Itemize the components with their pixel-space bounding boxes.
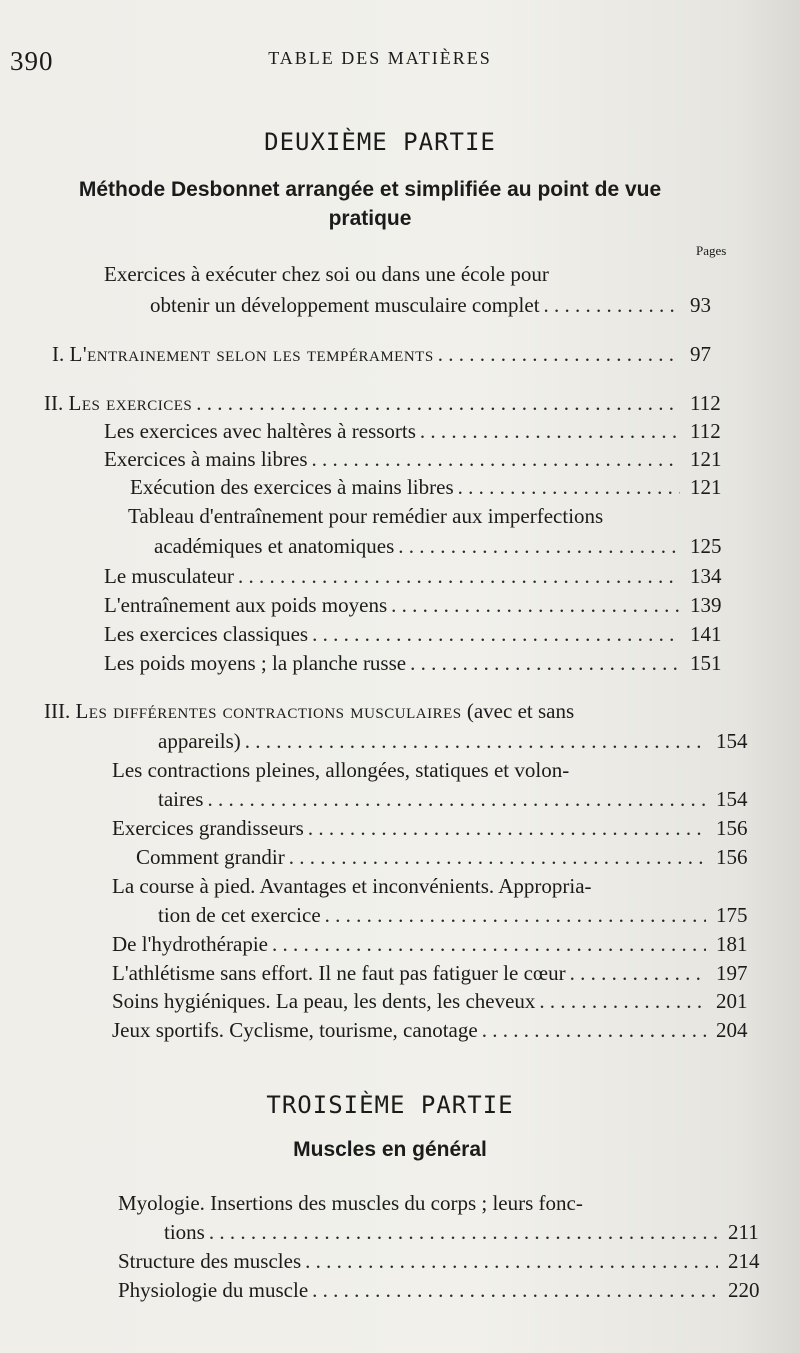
leader-dots	[540, 291, 680, 319]
toc-entry-line1: Myologie. Insertions des muscles du corps ; leurs fonc-	[118, 1191, 583, 1215]
toc-page-number: 151	[690, 651, 722, 675]
toc-entry	[154, 532, 722, 560]
leader-dots	[566, 959, 706, 987]
toc-entry-text: Les exercices avec haltères à ressorts	[104, 419, 416, 443]
leader-dots	[285, 843, 706, 871]
toc-page-number: 139	[690, 593, 722, 617]
part-two-subtitle-line1: Méthode Desbonnet arrangée et simplifiée au point de vue	[78, 178, 662, 201]
leader-dots	[304, 814, 706, 842]
toc-entry-text: Exécution des exercices à mains libres	[130, 475, 454, 499]
leader-dots	[321, 901, 706, 929]
toc-entry-text: taires	[158, 787, 204, 811]
toc-entry	[130, 473, 722, 501]
toc-entry-text: obtenir un développement musculaire complet	[150, 293, 540, 317]
toc-section-3-line1	[44, 697, 574, 725]
toc-page-number: 211	[728, 1220, 759, 1244]
toc-entry-text: Le musculateur	[104, 564, 235, 588]
toc-entry-text: tion de cet exercice	[158, 903, 321, 927]
toc-entry-text: tions	[164, 1220, 205, 1244]
toc-entry-text: Exercices grandisseurs	[112, 816, 304, 840]
leader-dots	[205, 1218, 718, 1246]
toc-entry-text: Comment grandir	[136, 845, 285, 869]
part-three-title: TROISIÈME PARTIE	[266, 1091, 514, 1119]
toc-entry	[136, 843, 748, 871]
leader-dots	[241, 727, 706, 755]
toc-entry-text: De l'hydrothérapie	[112, 932, 268, 956]
page-number: 390	[10, 46, 54, 76]
toc-entry	[118, 1276, 760, 1304]
toc-page-number: 112	[690, 391, 721, 415]
section-title: L'entrainement selon les tempéraments	[69, 342, 434, 366]
toc-page-number: 201	[716, 989, 748, 1013]
leader-dots	[268, 930, 706, 958]
toc-entry	[104, 417, 721, 445]
leader-dots	[478, 1016, 706, 1044]
section-title: Les exercices	[68, 391, 193, 415]
toc-page-number: 197	[716, 961, 748, 985]
leader-dots	[308, 620, 680, 648]
toc-page-number: 125	[690, 534, 722, 558]
toc-entry-text: Les poids moyens ; la planche russe	[104, 651, 407, 675]
part-three-subtitle: Muscles en général	[293, 1138, 487, 1161]
toc-entry-text: Structure des muscles	[118, 1249, 302, 1273]
toc-entry-line1: La course à pied. Avantages et inconvénients. Appropria-	[112, 874, 592, 898]
toc-page-number: 93	[690, 293, 711, 317]
section-title-rest: (avec et sans	[461, 699, 575, 723]
leader-dots	[192, 389, 680, 417]
toc-entry-text: Soins hygiéniques. La peau, les dents, les cheveux	[112, 989, 536, 1013]
leader-dots	[434, 340, 680, 368]
toc-entry	[104, 591, 722, 619]
section-numeral: II.	[44, 391, 64, 415]
leader-dots	[406, 649, 680, 677]
leader-dots	[203, 785, 706, 813]
toc-entry	[164, 1218, 759, 1246]
toc-page-number: 154	[716, 729, 748, 753]
running-head: TABLE DES MATIÈRES	[268, 48, 492, 68]
toc-page-number: 156	[716, 816, 748, 840]
toc-page-number: 121	[690, 475, 722, 499]
section-numeral: I.	[52, 342, 65, 366]
toc-entry	[112, 814, 748, 842]
toc-page-number: 154	[716, 787, 748, 811]
toc-page-number: 175	[716, 903, 748, 927]
leader-dots	[301, 1247, 718, 1275]
toc-entry-text: appareils)	[158, 729, 241, 753]
toc-page-number: 220	[728, 1278, 760, 1302]
toc-entry-intro	[150, 291, 711, 319]
section-numeral: III.	[44, 699, 71, 723]
leader-dots	[416, 417, 680, 445]
toc-entry	[158, 901, 748, 929]
toc-page-number: 141	[690, 622, 722, 646]
toc-entry-text: académiques et anatomiques	[154, 534, 395, 558]
toc-page-number: 181	[716, 932, 748, 956]
toc-entry-text: Les exercices classiques	[104, 622, 309, 646]
toc-entry-line1: Les contractions pleines, allongées, statiques et volon-	[112, 758, 570, 782]
toc-page-number: 97	[690, 342, 711, 366]
toc-entry	[112, 930, 748, 958]
toc-section-2	[44, 389, 721, 417]
leader-dots	[387, 591, 680, 619]
toc-entry	[118, 1247, 760, 1275]
toc-section-1	[52, 340, 711, 368]
toc-page-number: 112	[690, 419, 721, 443]
toc-page-number: 204	[716, 1018, 748, 1042]
part-two-subtitle-line2: pratique	[328, 207, 412, 230]
toc-entry	[104, 649, 722, 677]
toc-page-number: 134	[690, 564, 722, 588]
toc-page-number: 121	[690, 447, 722, 471]
toc-entry-text: Exercices à mains libres	[104, 447, 308, 471]
leader-dots	[234, 562, 680, 590]
toc-entry	[104, 562, 722, 590]
toc-entry-line1: Tableau d'entraînement pour remédier aux imperfections	[128, 504, 604, 528]
toc-entry	[112, 959, 748, 987]
toc-entry	[104, 445, 722, 473]
toc-entry	[104, 620, 722, 648]
toc-page-number: 214	[728, 1249, 760, 1273]
leader-dots	[394, 532, 680, 560]
toc-entry-text: Jeux sportifs. Cyclisme, tourisme, canotage	[112, 1018, 478, 1042]
toc-entry-text: L'entraînement aux poids moyens	[104, 593, 388, 617]
toc-entry-text: Physiologie du muscle	[118, 1278, 309, 1302]
toc-entry	[112, 1016, 748, 1044]
toc-page-number: 156	[716, 845, 748, 869]
section-title: Les différentes contractions musculaires	[75, 699, 462, 723]
leader-dots	[308, 445, 681, 473]
leader-dots	[535, 987, 706, 1015]
leader-dots	[308, 1276, 718, 1304]
toc-entry	[112, 987, 748, 1015]
toc-entry	[158, 785, 748, 813]
part-two-title: DEUXIÈME PARTIE	[264, 128, 496, 156]
toc-entry-text: L'athlétisme sans effort. Il ne faut pas fatiguer le cœur	[112, 961, 566, 985]
pages-column-label: Pages	[696, 243, 727, 258]
toc-entry-intro-line1: Exercices à exécuter chez soi ou dans une école pour	[104, 262, 549, 286]
leader-dots	[454, 473, 680, 501]
toc-section-3	[158, 727, 748, 755]
